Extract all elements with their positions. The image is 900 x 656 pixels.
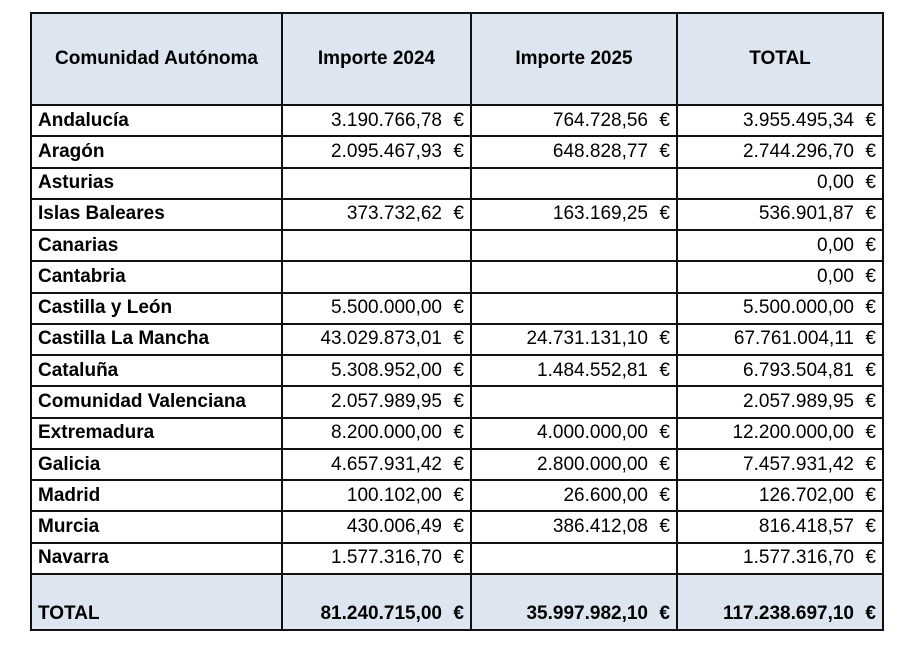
amount-total: 536.901,87 (758, 203, 854, 225)
currency-symbol: € (865, 391, 876, 413)
currency-symbol: € (865, 172, 876, 194)
table-row (31, 324, 883, 355)
region-name: Galicia (31, 449, 282, 480)
amount-cell-y2025 (471, 199, 677, 230)
table-row (31, 355, 883, 386)
amount-y2024: 43.029.873,01 (320, 328, 442, 350)
table-row (31, 168, 883, 199)
currency-symbol: € (453, 140, 464, 162)
currency-symbol: € (865, 203, 876, 225)
amount-y2025: 4.000.000,00 (537, 422, 648, 444)
region-name: Castilla La Mancha (31, 324, 282, 355)
table-row (31, 386, 883, 417)
currency-symbol: € (865, 140, 876, 162)
table-row (31, 293, 883, 324)
amount-cell-y2024 (282, 355, 471, 386)
currency-symbol: € (865, 484, 876, 506)
currency-symbol: € (453, 328, 464, 350)
currency-symbol: € (659, 109, 670, 131)
amount-cell-total (677, 293, 883, 324)
amount-cell-total (677, 199, 883, 230)
amount-total: 0,00 (817, 265, 854, 287)
table-row (31, 511, 883, 542)
currency-symbol: € (659, 328, 670, 350)
region-name: Aragón (31, 136, 282, 167)
amount-y2024: 2.095.467,93 (331, 140, 442, 162)
amount-cell-y2025 (471, 168, 677, 199)
currency-symbol: € (865, 422, 876, 444)
amount-cell-total (677, 449, 883, 480)
currency-symbol: € (659, 453, 670, 475)
currency-symbol: € (453, 422, 464, 444)
header-region: Comunidad Autónoma (31, 13, 282, 105)
region-name: Andalucía (31, 105, 282, 136)
amount-cell-y2025 (471, 355, 677, 386)
table-row (31, 230, 883, 261)
amount-y2024: 5.308.952,00 (331, 359, 442, 381)
amount-cell-y2024 (282, 480, 471, 511)
currency-symbol: € (865, 328, 876, 350)
region-name: Navarra (31, 543, 282, 574)
amount-y2024: 2.057.989,95 (331, 391, 442, 413)
amount-cell-total (677, 418, 883, 449)
currency-symbol: € (865, 603, 876, 624)
currency-symbol: € (453, 297, 464, 319)
totals-row (31, 574, 883, 630)
currency-symbol: € (659, 484, 670, 506)
currency-symbol: € (659, 603, 670, 624)
table-row (31, 418, 883, 449)
amount-y2024: 3.190.766,78 (331, 109, 442, 131)
region-name: Extremadura (31, 418, 282, 449)
currency-symbol: € (865, 359, 876, 381)
amount-y2025: 764.728,56 (552, 109, 648, 131)
currency-symbol: € (659, 516, 670, 538)
region-name: Murcia (31, 511, 282, 542)
region-name: Asturias (31, 168, 282, 199)
amount-cell-y2025 (471, 511, 677, 542)
amount-cell-total (677, 386, 883, 417)
amount-cell-total (677, 261, 883, 292)
amount-cell-y2024 (282, 199, 471, 230)
amount-cell-total (677, 168, 883, 199)
table-row (31, 449, 883, 480)
currency-symbol: € (453, 203, 464, 225)
amount-cell-total (677, 136, 883, 167)
amount-y2024: 8.200.000,00 (331, 422, 442, 444)
currency-symbol: € (865, 234, 876, 256)
amount-cell-y2024 (282, 543, 471, 574)
currency-symbol: € (453, 603, 464, 624)
totals-2024-cell (282, 574, 471, 630)
amount-cell-y2025 (471, 136, 677, 167)
amount-cell-y2025 (471, 543, 677, 574)
region-name: Canarias (31, 230, 282, 261)
currency-symbol: € (659, 422, 670, 444)
table-row (31, 543, 883, 574)
table-row (31, 199, 883, 230)
amount-cell-y2024 (282, 136, 471, 167)
amount-cell-y2025 (471, 324, 677, 355)
amount-total: 67.761.004,11 (733, 328, 854, 350)
amount-cell-y2025 (471, 418, 677, 449)
table-row (31, 136, 883, 167)
amount-total: 0,00 (817, 234, 854, 256)
currency-symbol: € (865, 547, 876, 569)
amount-total: 126.702,00 (758, 484, 854, 506)
currency-symbol: € (453, 453, 464, 475)
funding-table (30, 12, 884, 631)
currency-symbol: € (659, 359, 670, 381)
amount-cell-y2025 (471, 105, 677, 136)
amount-cell-y2025 (471, 386, 677, 417)
amount-cell-y2024 (282, 261, 471, 292)
amount-cell-total (677, 105, 883, 136)
amount-total: 3.955.495,34 (743, 109, 854, 131)
amount-y2024: 1.577.316,70 (331, 547, 442, 569)
amount-cell-y2025 (471, 293, 677, 324)
currency-symbol: € (453, 516, 464, 538)
amount-cell-total (677, 543, 883, 574)
totals-total-cell (677, 574, 883, 630)
amount-total: 7.457.931,42 (743, 453, 854, 475)
totals-total: 117.238.697,10 (722, 603, 854, 624)
currency-symbol: € (453, 547, 464, 569)
amount-y2024: 5.500.000,00 (331, 297, 442, 319)
amount-cell-y2024 (282, 168, 471, 199)
amount-total: 0,00 (817, 172, 854, 194)
header-total: TOTAL (677, 13, 883, 105)
table-header-row (31, 13, 883, 105)
amount-total: 816.418,57 (758, 516, 854, 538)
region-name: Islas Baleares (31, 199, 282, 230)
currency-symbol: € (865, 265, 876, 287)
amount-cell-total (677, 230, 883, 261)
table-body (31, 105, 883, 574)
amount-total: 2.057.989,95 (743, 391, 854, 413)
currency-symbol: € (659, 203, 670, 225)
currency-symbol: € (865, 297, 876, 319)
currency-symbol: € (865, 516, 876, 538)
amount-cell-y2024 (282, 324, 471, 355)
amount-total: 1.577.316,70 (743, 547, 854, 569)
currency-symbol: € (453, 109, 464, 131)
amount-total: 2.744.296,70 (743, 140, 854, 162)
amount-y2024: 373.732,62 (346, 203, 442, 225)
amount-cell-y2024 (282, 449, 471, 480)
amount-cell-total (677, 324, 883, 355)
amount-y2025: 2.800.000,00 (537, 453, 648, 475)
amount-total: 5.500.000,00 (743, 297, 854, 319)
amount-cell-y2025 (471, 230, 677, 261)
table-row (31, 261, 883, 292)
amount-cell-y2024 (282, 511, 471, 542)
amount-y2024: 4.657.931,42 (331, 453, 442, 475)
amount-y2025: 648.828,77 (552, 140, 648, 162)
amount-y2025: 26.600,00 (563, 484, 648, 506)
amount-cell-y2024 (282, 418, 471, 449)
region-name: Castilla y León (31, 293, 282, 324)
totals-2025: 35.997.982,10 (526, 603, 648, 624)
amount-total: 12.200.000,00 (732, 422, 854, 444)
currency-symbol: € (453, 359, 464, 381)
amount-cell-y2025 (471, 480, 677, 511)
table-row (31, 480, 883, 511)
currency-symbol: € (865, 453, 876, 475)
amount-y2025: 1.484.552,81 (537, 359, 648, 381)
amount-y2025: 386.412,08 (552, 516, 648, 538)
region-name: Cataluña (31, 355, 282, 386)
region-name: Cantabria (31, 261, 282, 292)
amount-cell-y2024 (282, 293, 471, 324)
amount-cell-y2024 (282, 386, 471, 417)
amount-cell-total (677, 480, 883, 511)
region-name: Madrid (31, 480, 282, 511)
totals-2024: 81.240.715,00 (320, 603, 442, 624)
amount-cell-total (677, 511, 883, 542)
amount-cell-total (677, 355, 883, 386)
currency-symbol: € (453, 484, 464, 506)
currency-symbol: € (453, 391, 464, 413)
amount-total: 6.793.504,81 (743, 359, 854, 381)
currency-symbol: € (659, 140, 670, 162)
header-2025: Importe 2025 (471, 13, 677, 105)
amount-cell-y2024 (282, 105, 471, 136)
currency-symbol: € (865, 109, 876, 131)
amount-y2025: 163.169,25 (552, 203, 648, 225)
amount-cell-y2024 (282, 230, 471, 261)
region-name: Comunidad Valenciana (31, 386, 282, 417)
totals-2025-cell (471, 574, 677, 630)
totals-label: TOTAL (31, 574, 282, 630)
amount-y2025: 24.731.131,10 (526, 328, 648, 350)
amount-cell-y2025 (471, 261, 677, 292)
header-2024: Importe 2024 (282, 13, 471, 105)
amount-cell-y2025 (471, 449, 677, 480)
table-row (31, 105, 883, 136)
amount-y2024: 430.006,49 (346, 516, 442, 538)
amount-y2024: 100.102,00 (346, 484, 442, 506)
